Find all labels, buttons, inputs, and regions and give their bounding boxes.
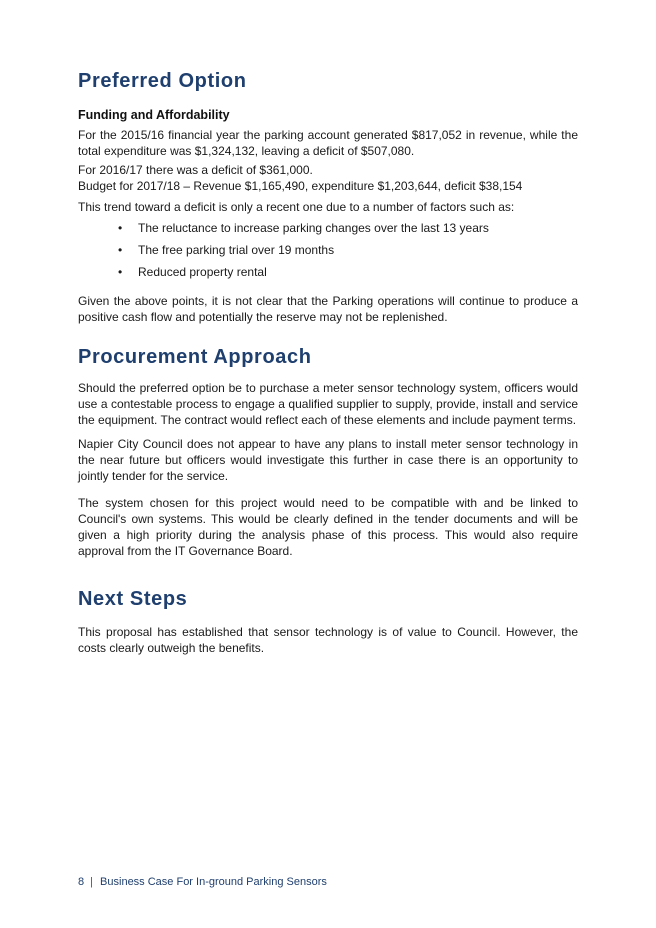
bullet-icon: • bbox=[118, 243, 123, 257]
paragraph-budget-2017: Budget for 2017/18 – Revenue $1,165,490, expenditure $1,203,644, deficit $38,154 bbox=[78, 179, 523, 193]
heading-next-steps: Next Steps bbox=[78, 588, 188, 610]
page-footer bbox=[78, 876, 327, 888]
paragraph-given-points: Given the above points, it is not clear that the Parking operations will continue to produce a positive cash flow and potentially the reserve may not be replenished. bbox=[78, 294, 578, 324]
heading-procurement: Procurement Approach bbox=[78, 346, 312, 368]
footer-separator: | bbox=[90, 876, 93, 888]
paragraph-procurement-1: Should the preferred option be to purchase a meter sensor technology system, officers would use a contestable process to engage a qualified supplier to supply, provide, install and service the equipment. The contract would reflect each of these elements and include payment terms. bbox=[78, 381, 578, 427]
list-item: • The reluctance to increase parking changes over the last 13 years bbox=[118, 221, 489, 235]
paragraph-funding-2015: For the 2015/16 financial year the parking account generated $817,052 in revenue, while the total expenditure was $1,324,132, leaving a deficit of $507,080. bbox=[78, 128, 578, 158]
bullet-icon: • bbox=[118, 221, 123, 235]
bullet-icon: • bbox=[118, 265, 123, 279]
factors-list bbox=[78, 220, 578, 286]
paragraph-next-steps: This proposal has established that sensor technology is of value to Council. However, the costs clearly outweigh the benefits. bbox=[78, 625, 578, 655]
subheading-funding: Funding and Affordability bbox=[78, 108, 230, 122]
paragraph-deficit-2016: For 2016/17 there was a deficit of $361,000. bbox=[78, 163, 313, 177]
paragraph-trend: This trend toward a deficit is only a recent one due to a number of factors such as: bbox=[78, 200, 515, 214]
list-item: • The free parking trial over 19 months bbox=[118, 243, 335, 257]
page-number: 8 bbox=[78, 876, 85, 888]
footer-title: Business Case For In-ground Parking Sensors bbox=[100, 876, 327, 888]
list-item: • Reduced property rental bbox=[118, 265, 267, 279]
paragraph-procurement-3: The system chosen for this project would need to be compatible with and be linked to Council's own systems. This would be clearly defined in the tender documents and will be given a high priority during the analysis phase of this process. This would also require approval from the IT Governance Board. bbox=[78, 496, 578, 558]
heading-preferred-option: Preferred Option bbox=[78, 70, 247, 92]
paragraph-procurement-2: Napier City Council does not appear to have any plans to install meter sensor technology in the near future but officers would investigate this further in case there is an opportunity to jointly tender for the service. bbox=[78, 437, 578, 483]
